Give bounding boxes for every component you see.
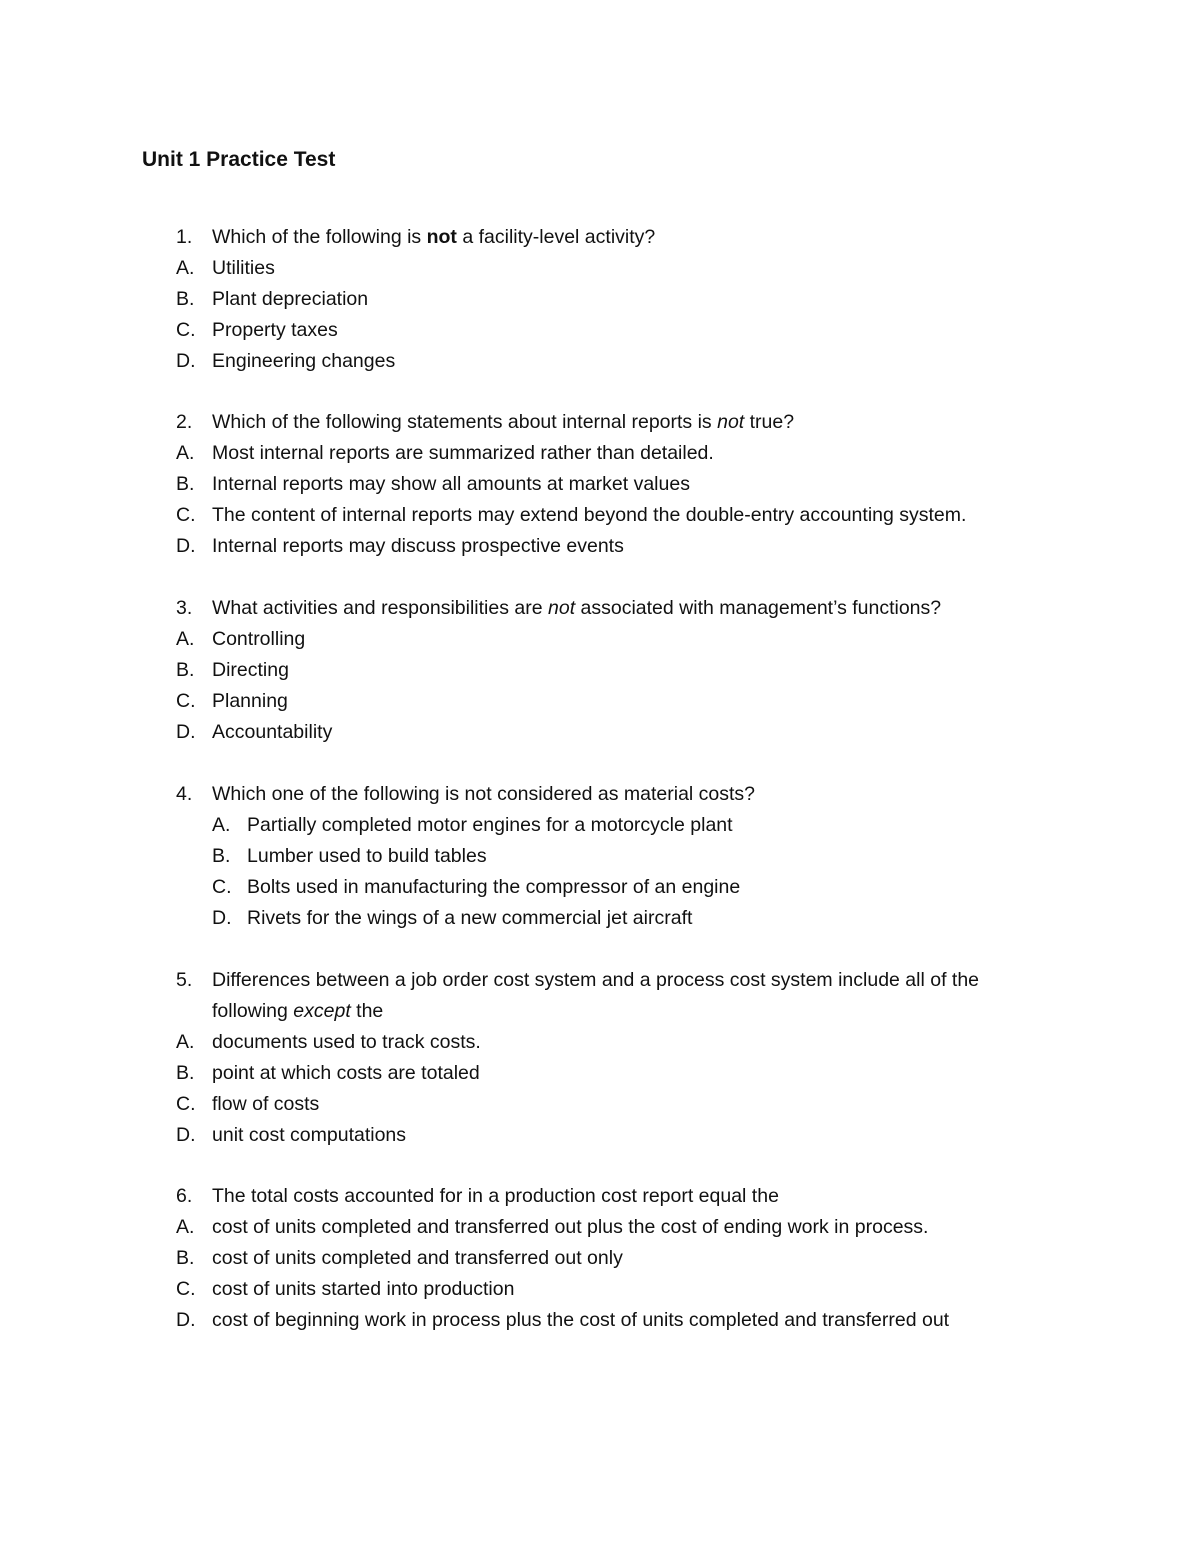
answer-option — [0, 1058, 1200, 1089]
emphasis-text: not — [548, 597, 576, 619]
question-4 — [0, 779, 1200, 934]
option-letter: B. — [176, 1247, 195, 1269]
question-number: 3. — [176, 597, 193, 619]
option-text: documents used to track costs. — [212, 1031, 481, 1053]
question-5 — [0, 965, 1200, 1151]
option-letter: D. — [176, 350, 196, 372]
option-letter: A. — [176, 1031, 195, 1053]
option-text: Plant depreciation — [212, 288, 369, 310]
question-prompt — [0, 965, 1200, 996]
emphasis-text: not — [426, 226, 457, 248]
option-text: Planning — [212, 690, 288, 712]
option-text: Internal reports may show all amounts at market values — [212, 473, 690, 495]
option-text: cost of units completed and transferred out plus the cost of ending work in process. — [212, 1216, 929, 1238]
question-6 — [0, 1181, 1200, 1336]
answer-option — [0, 1089, 1200, 1120]
answer-option — [0, 1305, 1200, 1336]
option-text: Bolts used in manufacturing the compressor of an engine — [247, 876, 741, 898]
question-number: 5. — [176, 969, 193, 991]
option-letter: D. — [176, 1124, 196, 1146]
answer-option — [0, 1027, 1200, 1058]
answer-option — [0, 500, 1200, 531]
option-text: Utilities — [212, 257, 275, 279]
question-text: Which one of the following is not considered as material costs? — [212, 783, 756, 805]
option-text: Rivets for the wings of a new commercial jet aircraft — [247, 907, 693, 929]
option-letter: B. — [176, 288, 195, 310]
option-letter: D. — [176, 535, 196, 557]
answer-option — [0, 469, 1200, 500]
answer-option — [0, 717, 1200, 748]
option-letter: D. — [176, 721, 196, 743]
option-letter: C. — [176, 504, 196, 526]
answer-option — [0, 1120, 1200, 1151]
option-text: Most internal reports are summarized rather than detailed. — [212, 442, 714, 464]
question-number: 6. — [176, 1185, 193, 1207]
question-1 — [0, 222, 1200, 377]
question-prompt — [0, 407, 1200, 438]
option-letter: C. — [176, 1093, 196, 1115]
option-text: cost of beginning work in process plus the cost of units completed and transferred out — [212, 1309, 950, 1331]
option-letter: C. — [176, 690, 196, 712]
answer-option — [0, 438, 1200, 469]
option-letter: A. — [176, 257, 195, 279]
question-text: What activities and responsibilities are not associated with management’s functions? — [212, 597, 942, 619]
option-letter: B. — [176, 1062, 195, 1084]
answer-option — [0, 346, 1200, 377]
answer-option — [0, 686, 1200, 717]
emphasis-text: except — [293, 1000, 351, 1022]
question-prompt-continued — [0, 996, 1200, 1027]
question-text: Which of the following is not a facility-level activity? — [212, 226, 656, 248]
option-letter: C. — [176, 1278, 196, 1300]
answer-option — [0, 315, 1200, 346]
option-text: cost of units started into production — [212, 1278, 515, 1300]
option-text: Controlling — [212, 628, 306, 650]
question-prompt — [0, 779, 1200, 810]
option-letter: C. — [176, 319, 196, 341]
answer-option — [0, 872, 1200, 903]
page-title: Unit 1 Practice Test — [142, 148, 336, 171]
question-text-line-2: following except the — [212, 1000, 384, 1022]
question-2 — [0, 407, 1200, 562]
answer-option — [0, 284, 1200, 315]
answer-option — [0, 903, 1200, 934]
answer-option — [0, 1274, 1200, 1305]
option-letter: B. — [176, 473, 195, 495]
option-text: unit cost computations — [212, 1124, 407, 1146]
question-3 — [0, 593, 1200, 748]
option-text: Partially completed motor engines for a motorcycle plant — [247, 814, 733, 836]
option-letter: B. — [176, 659, 195, 681]
option-letter: A. — [212, 814, 231, 836]
option-text: Lumber used to build tables — [247, 845, 487, 867]
answer-option — [0, 253, 1200, 284]
question-text: The total costs accounted for in a production cost report equal the — [212, 1185, 779, 1207]
option-letter: B. — [212, 845, 231, 867]
emphasis-text: not — [717, 411, 745, 433]
question-text: Which of the following statements about internal reports is not true? — [212, 411, 795, 433]
option-letter: A. — [176, 628, 195, 650]
option-text: cost of units completed and transferred out only — [212, 1247, 623, 1269]
question-number: 4. — [176, 783, 193, 805]
option-text: The content of internal reports may extend beyond the double-entry accounting system. — [212, 504, 967, 526]
question-prompt — [0, 1181, 1200, 1212]
option-letter: C. — [212, 876, 232, 898]
question-text-line-1: Differences between a job order cost system and a process cost system include all of the — [212, 969, 980, 991]
option-text: Accountability — [212, 721, 333, 743]
answer-option — [0, 841, 1200, 872]
question-prompt — [0, 593, 1200, 624]
question-number: 2. — [176, 411, 193, 433]
option-letter: A. — [176, 442, 195, 464]
option-text: flow of costs — [212, 1093, 320, 1115]
option-text: Directing — [212, 659, 289, 681]
option-text: Property taxes — [212, 319, 338, 341]
option-text: Engineering changes — [212, 350, 396, 372]
option-letter: D. — [176, 1309, 196, 1331]
answer-option — [0, 810, 1200, 841]
answer-option — [0, 624, 1200, 655]
question-prompt — [0, 222, 1200, 253]
answer-option — [0, 531, 1200, 562]
answer-option — [0, 1212, 1200, 1243]
option-text: Internal reports may discuss prospective events — [212, 535, 624, 557]
answer-option — [0, 1243, 1200, 1274]
option-letter: A. — [176, 1216, 195, 1238]
answer-option — [0, 655, 1200, 686]
option-letter: D. — [212, 907, 232, 929]
question-number: 1. — [176, 226, 193, 248]
option-text: point at which costs are totaled — [212, 1062, 480, 1084]
